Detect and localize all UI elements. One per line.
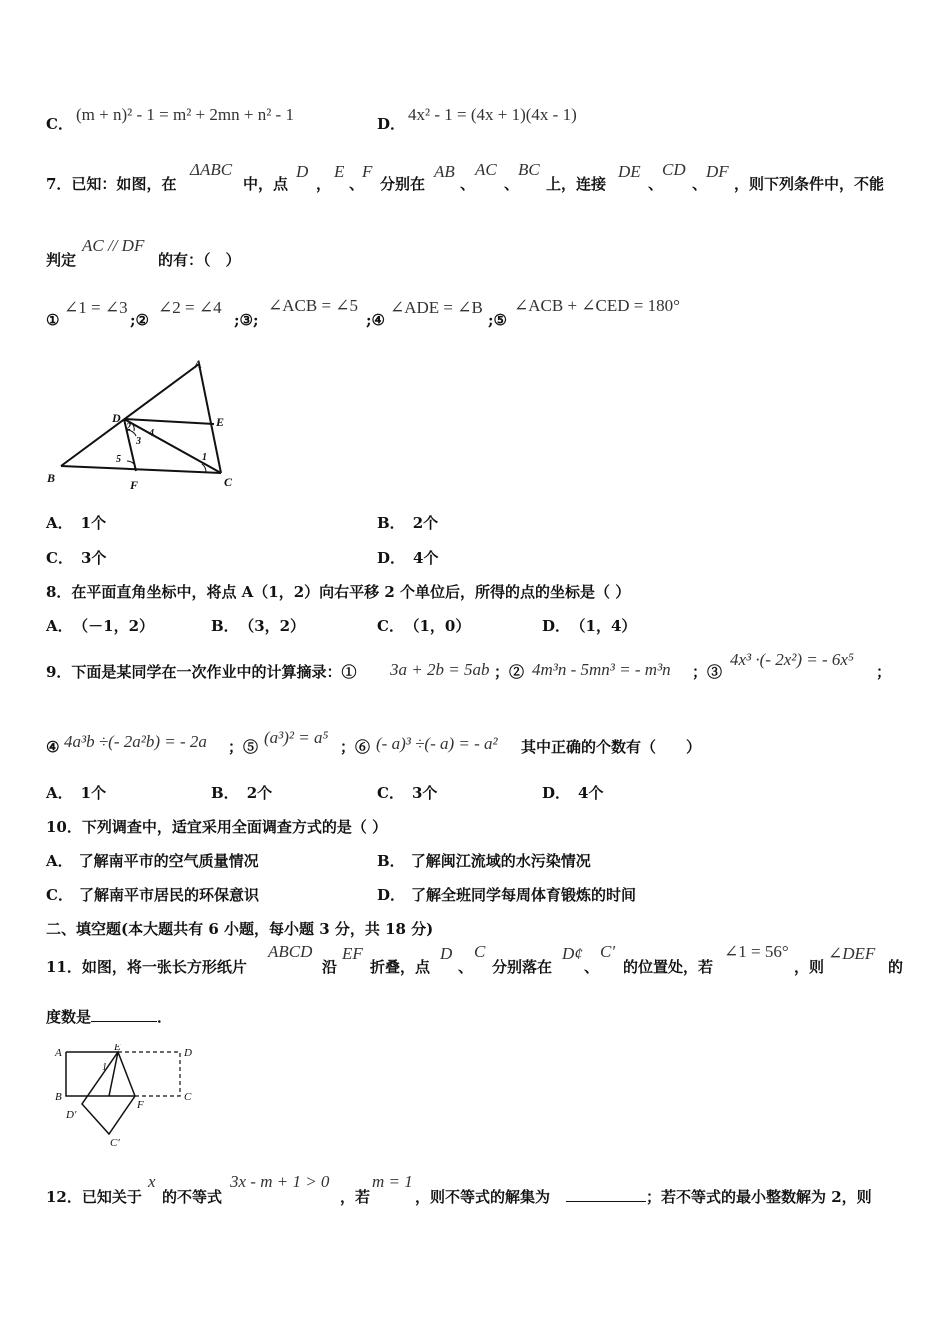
q11-fold-figure	[52, 1044, 202, 1154]
q9-expr-2: 4m³n - 5mn³ = - m³n	[532, 660, 671, 679]
q9-mark-4: ④	[46, 738, 60, 756]
q11-angle-1: ∠1 = 56°	[724, 942, 789, 961]
q10-option-d-label: D．	[377, 886, 406, 904]
q8-stem: 8．在平面直角坐标中，将点 A（1，2）向右平移 2 个单位后，所得的点的坐标是（ ）	[46, 583, 631, 601]
q7-comma: ，	[316, 175, 332, 193]
q9-option-b-text: 2个	[246, 784, 273, 802]
q7-line-ba	[61, 364, 199, 466]
q9-option-c-label: C．	[377, 784, 404, 802]
q7-triangle-figure	[44, 356, 244, 496]
q7-fig-label-d: D	[112, 411, 121, 425]
q11-fig-label-c: C	[184, 1091, 192, 1103]
q7-cond2: ∠2 = ∠4	[158, 298, 222, 317]
q7-fig-angle-4: 4	[149, 428, 154, 439]
q7-option-a-label: A．	[46, 514, 73, 532]
q7-sep-1: 、	[349, 175, 365, 193]
q10-option-a	[46, 851, 259, 871]
q8-option-b	[211, 616, 305, 636]
q9-option-c-text: 3个	[411, 784, 438, 802]
q7-option-c-text: 3个	[80, 549, 107, 567]
q9-expr-5: (a³)² = a⁵	[264, 728, 329, 747]
q7-cond3-mark: ;③;	[234, 311, 259, 329]
q6-option-c-label: C．	[46, 115, 73, 133]
q7-stem-start: 7．已知：如图，在	[46, 175, 177, 193]
q11-text-weizhi: 的位置处，若	[623, 958, 714, 976]
q7-cond4: ∠ADE = ∠B	[390, 298, 483, 317]
q10-option-c-label: C．	[46, 886, 73, 904]
q11-sep-2: 、	[584, 958, 600, 976]
q7-cond3: ∠ACB = ∠5	[268, 296, 359, 315]
q9-option-b-label: B．	[211, 784, 239, 802]
q11-folded-quad	[82, 1052, 135, 1134]
q12-variable-x: x	[148, 1172, 156, 1191]
q7-sep-3: 、	[504, 175, 520, 193]
q8-option-d-text: （1，4）	[578, 617, 637, 635]
q11-text-yan: 沿	[322, 958, 338, 976]
q11-text-dushu: 度数是	[46, 1008, 92, 1026]
q7-option-c-label: C．	[46, 549, 73, 567]
q9-stem: 9．下面是某同学在一次作业中的计算摘录：①	[46, 663, 357, 681]
q11-fig-label-f: F	[137, 1099, 144, 1111]
q9-expr-4: 4a³b ÷(- 2a²b) = - 2a	[64, 732, 207, 751]
q7-option-d-text: 4个	[413, 549, 439, 567]
q7-line-bc	[61, 466, 221, 473]
q11-answer-blank[interactable]	[91, 1007, 157, 1022]
q7-cond2-mark: ;②	[130, 311, 149, 329]
q11-text-ze: ，则	[794, 958, 825, 976]
q7-option-b-text: 2个	[412, 514, 439, 532]
q9-expr-3: 4x³ ·(- 2x²) = - 6x⁵	[730, 650, 854, 669]
q11-fig-label-c-prime: C′	[110, 1137, 120, 1149]
q11-point-c-prime: C′	[600, 942, 616, 961]
q9-option-b	[211, 783, 272, 803]
q7-sep-2: 、	[460, 175, 476, 193]
q12-text-tail: ；若不等式的最小整数解为 2，则	[646, 1188, 872, 1206]
q8-option-c	[377, 616, 470, 636]
q7-parallel-statement: AC // DF	[82, 236, 145, 255]
q11-fig-label-a: A	[55, 1047, 62, 1059]
q7-option-d	[377, 548, 438, 568]
q9-tail: 其中正确的个数有（ ）	[521, 738, 702, 756]
q12-answer-tail	[566, 1187, 872, 1207]
q8-option-d	[542, 616, 636, 636]
q10-option-a-text: 了解南平市的空气质量情况	[78, 852, 259, 870]
q12-text-jieji: ，则不等式的解集为	[415, 1188, 551, 1206]
q7-point-e: E	[334, 162, 345, 181]
q8-option-c-label: C．	[377, 617, 404, 635]
q7-segment-ab: AB	[434, 162, 455, 181]
q7-segment-bc: BC	[518, 160, 540, 179]
q10-option-b-label: B．	[377, 852, 405, 870]
q9-expr-1: 3a + 2b = 5ab	[390, 660, 490, 679]
q7-stem-question: 的有：（ ）	[158, 251, 241, 269]
q11-text-de: 的	[888, 958, 904, 976]
q12-text-budengshi: 的不等式	[162, 1188, 223, 1206]
q7-cond4-mark: ;④	[366, 311, 385, 329]
q7-cond5: ∠ACB + ∠CED = 180°	[514, 296, 680, 315]
q12-stem-start: 12．已知关于	[46, 1188, 142, 1206]
q7-fig-label-b: B	[47, 471, 56, 485]
q10-option-d	[377, 885, 636, 905]
q11-text-fenbie: 分别落在	[492, 958, 553, 976]
q7-text-zhong: 中，点	[243, 175, 289, 193]
q9-option-a	[46, 783, 106, 803]
q9-sep-3: ；	[876, 663, 892, 681]
q7-segment-ac: AC	[475, 160, 497, 179]
q7-fig-angle-3: 3	[136, 436, 141, 447]
q11-period: ．	[157, 1008, 173, 1026]
q7-fig-angle-2: 2	[126, 422, 131, 433]
q7-option-b-label: B．	[377, 514, 405, 532]
q11-fig-label-d-prime: D′	[66, 1109, 77, 1121]
q11-sep: 、	[458, 958, 474, 976]
q9-option-a-label: A．	[46, 784, 73, 802]
q11-fig-label-b: B	[55, 1091, 62, 1103]
q8-option-a-text: （－1，2）	[80, 617, 155, 635]
q10-stem: 10．下列调查中，适宜采用全面调查方式的是（ ）	[46, 818, 388, 836]
q8-option-b-text: （3，2）	[246, 617, 306, 635]
q7-sep-5: 、	[692, 175, 708, 193]
q11-text-zhedie: 折叠，点	[370, 958, 431, 976]
q7-option-b	[377, 513, 438, 533]
q10-option-b-text: 了解闽江流域的水污染情况	[410, 852, 591, 870]
q7-option-d-label: D．	[377, 549, 406, 567]
q11-fig-label-e: E	[114, 1044, 121, 1053]
q11-angle-def: ∠DEF	[828, 944, 876, 963]
q11-rect-left-part	[66, 1052, 135, 1096]
q10-option-a-label: A．	[46, 852, 73, 870]
q11-rect-abcd: ABCD	[268, 942, 313, 961]
q7-text-lianjie: 上，连接	[546, 175, 607, 193]
q6-option-d-expression: 4x² - 1 = (4x + 1)(4x - 1)	[408, 105, 577, 124]
q7-fig-angle-1: 1	[202, 452, 207, 463]
q8-option-d-label: D．	[542, 617, 571, 635]
q7-fig-label-e: E	[216, 415, 225, 429]
q8-option-a	[46, 616, 154, 636]
q7-option-a	[46, 513, 106, 533]
q7-fig-label-f: F	[130, 478, 139, 492]
q7-line-de	[124, 419, 214, 424]
section-2-header: 二、填空题(本大题共有 6 小题，每小题 3 分，共 18 分)	[46, 920, 434, 938]
q11-point-d-prime: D¢	[562, 944, 583, 963]
q9-option-d-label: D．	[542, 784, 571, 802]
q9-sep-1: ；②	[494, 663, 525, 681]
q7-fig-angle-5: 5	[116, 454, 121, 465]
q7-segment-de: DE	[618, 162, 641, 181]
q10-option-b	[377, 851, 591, 871]
q12-m-value: m = 1	[372, 1172, 413, 1191]
q7-option-c	[46, 548, 106, 568]
q11-point-c: C	[474, 942, 486, 961]
q7-fig-label-c: C	[224, 475, 233, 489]
q11-stem-start: 11．如图，将一张长方形纸片	[46, 958, 247, 976]
q8-option-c-text: （1，0）	[411, 617, 471, 635]
q6-option-c-expression: (m + n)² - 1 = m² + 2mn + n² - 1	[76, 105, 294, 124]
q11-fig-label-d: D	[184, 1047, 192, 1059]
q11-point-d: D	[440, 944, 453, 963]
q10-option-d-text: 了解全班同学每周体育锻炼的时间	[411, 886, 637, 904]
q7-cond1-mark: ①	[46, 311, 60, 329]
q9-sep-5: ；⑥	[340, 738, 371, 756]
q7-option-a-text: 1个	[80, 514, 107, 532]
q11-fig-angle-1: 1	[102, 1062, 107, 1073]
q7-point-d: D	[296, 162, 309, 181]
q7-text-fenbie: 分别在	[380, 175, 426, 193]
q9-sep-2: ；③	[692, 663, 723, 681]
q7-text-panding: 判定	[46, 251, 77, 269]
q9-sep-4: ；⑤	[228, 738, 259, 756]
q7-segment-cd: CD	[662, 160, 686, 179]
q8-option-b-label: B．	[211, 617, 239, 635]
q7-triangle-abc: ΔABC	[190, 160, 233, 179]
q7-segment-df: DF	[706, 162, 729, 181]
q10-option-c	[46, 885, 259, 905]
q12-text-ruo: ，若	[340, 1188, 371, 1206]
q7-stem-end: ，则下列条件中，不能	[734, 175, 885, 193]
q6-option-d-label: D．	[377, 115, 406, 133]
q7-fig-label-a: A	[194, 357, 203, 371]
q10-option-c-text: 了解南平市居民的环保意识	[78, 886, 259, 904]
q12-answer-blank[interactable]	[566, 1187, 646, 1202]
q9-expr-6: (- a)³ ÷(- a) = - a²	[376, 734, 498, 753]
q7-cond1: ∠1 = ∠3	[64, 298, 128, 317]
q7-sep-4: 、	[648, 175, 664, 193]
q9-option-d	[542, 783, 603, 803]
q8-option-a-label: A．	[46, 617, 73, 635]
q9-option-d-text: 4个	[578, 784, 604, 802]
q7-cond5-mark: ;⑤	[488, 311, 507, 329]
q7-point-f: F	[362, 162, 373, 181]
q9-option-c	[377, 783, 437, 803]
q11-answer-line	[46, 1007, 172, 1027]
q12-inequality: 3x - m + 1 > 0	[230, 1172, 330, 1191]
q11-segment-ef: EF	[342, 944, 363, 963]
q9-option-a-text: 1个	[80, 784, 107, 802]
